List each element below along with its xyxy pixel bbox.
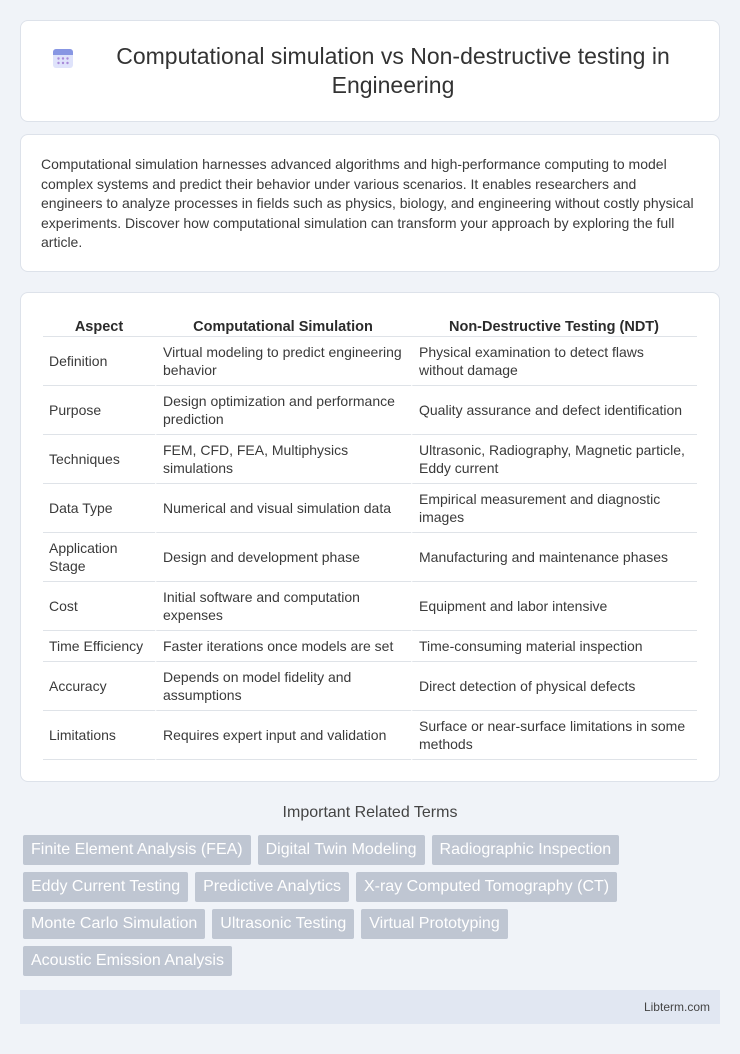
page-title: Computational simulation vs Non-destructive testing in Engineering [116, 43, 670, 98]
table-row [43, 386, 697, 435]
cell-simulation: Design optimization and performance prediction [155, 386, 411, 435]
cell-simulation: Numerical and visual simulation data [155, 484, 411, 533]
header-computational-simulation: Computational Simulation [155, 315, 411, 337]
cell-ndt: Time-consuming material inspection [411, 631, 697, 662]
cell-ndt: Surface or near-surface limitations in some methods [411, 711, 697, 760]
table-row [43, 711, 697, 760]
cell-simulation: Requires expert input and validation [155, 711, 411, 760]
cell-simulation: FEM, CFD, FEA, Multiphysics simulations [155, 435, 411, 484]
title-card [20, 20, 720, 122]
related-terms-title: Important Related Terms [282, 804, 458, 821]
cell-aspect: Definition [43, 337, 155, 386]
table-row [43, 484, 697, 533]
cell-simulation: Design and development phase [155, 533, 411, 582]
related-term-tag[interactable]: Acoustic Emission Analysis [23, 946, 232, 976]
cell-ndt: Direct detection of physical defects [411, 662, 697, 711]
table-row [43, 631, 697, 662]
related-term-tag[interactable]: Finite Element Analysis (FEA) [23, 835, 251, 865]
cell-aspect: Limitations [43, 711, 155, 760]
footer [20, 990, 720, 1024]
table-row [43, 337, 697, 386]
related-term-tag[interactable]: Monte Carlo Simulation [23, 909, 205, 939]
related-term-tag[interactable]: Virtual Prototyping [361, 909, 507, 939]
calendar-icon [51, 46, 75, 70]
footer-site-link[interactable]: Libterm.com [643, 1000, 710, 1014]
related-term-tag[interactable]: Predictive Analytics [195, 872, 349, 902]
cell-simulation: Depends on model fidelity and assumptions [155, 662, 411, 711]
comparison-table-card [20, 292, 720, 782]
cell-ndt: Equipment and labor intensive [411, 582, 697, 631]
related-term-tag[interactable]: X-ray Computed Tomography (CT) [356, 872, 617, 902]
cell-aspect: Purpose [43, 386, 155, 435]
table-row [43, 582, 697, 631]
cell-ndt: Ultrasonic, Radiography, Magnetic particle, Eddy current [411, 435, 697, 484]
intro-paragraph: Computational simulation harnesses advanced algorithms and high-performance computing to model complex systems and predict their behavior under various scenarios. It enables researchers and engineers to analyze processes in fields such as physics, biology, and engineering without costly physical experiments. Discover how computational simulation can transform your approach by exploring the full article. [41, 156, 694, 251]
cell-ndt: Empirical measurement and diagnostic images [411, 484, 697, 533]
header-aspect: Aspect [43, 315, 155, 337]
intro-card [20, 134, 720, 272]
related-term-tag[interactable]: Digital Twin Modeling [258, 835, 425, 865]
table-row [43, 533, 697, 582]
related-term-tag[interactable]: Ultrasonic Testing [212, 909, 354, 939]
cell-aspect: Application Stage [43, 533, 155, 582]
cell-ndt: Quality assurance and defect identification [411, 386, 697, 435]
cell-simulation: Faster iterations once models are set [155, 631, 411, 662]
related-terms-list [20, 835, 640, 983]
table-header-row [43, 315, 697, 337]
cell-ndt: Manufacturing and maintenance phases [411, 533, 697, 582]
cell-aspect: Time Efficiency [43, 631, 155, 662]
related-term-tag[interactable]: Radiographic Inspection [432, 835, 620, 865]
table-row [43, 662, 697, 711]
cell-ndt: Physical examination to detect flaws without damage [411, 337, 697, 386]
cell-simulation: Virtual modeling to predict engineering behavior [155, 337, 411, 386]
cell-aspect: Accuracy [43, 662, 155, 711]
table-row [43, 435, 697, 484]
related-term-tag[interactable]: Eddy Current Testing [23, 872, 188, 902]
cell-aspect: Data Type [43, 484, 155, 533]
comparison-table [43, 315, 697, 760]
cell-aspect: Techniques [43, 435, 155, 484]
cell-aspect: Cost [43, 582, 155, 631]
cell-simulation: Initial software and computation expenses [155, 582, 411, 631]
header-ndt: Non-Destructive Testing (NDT) [411, 315, 697, 337]
title-wrap [51, 42, 689, 100]
